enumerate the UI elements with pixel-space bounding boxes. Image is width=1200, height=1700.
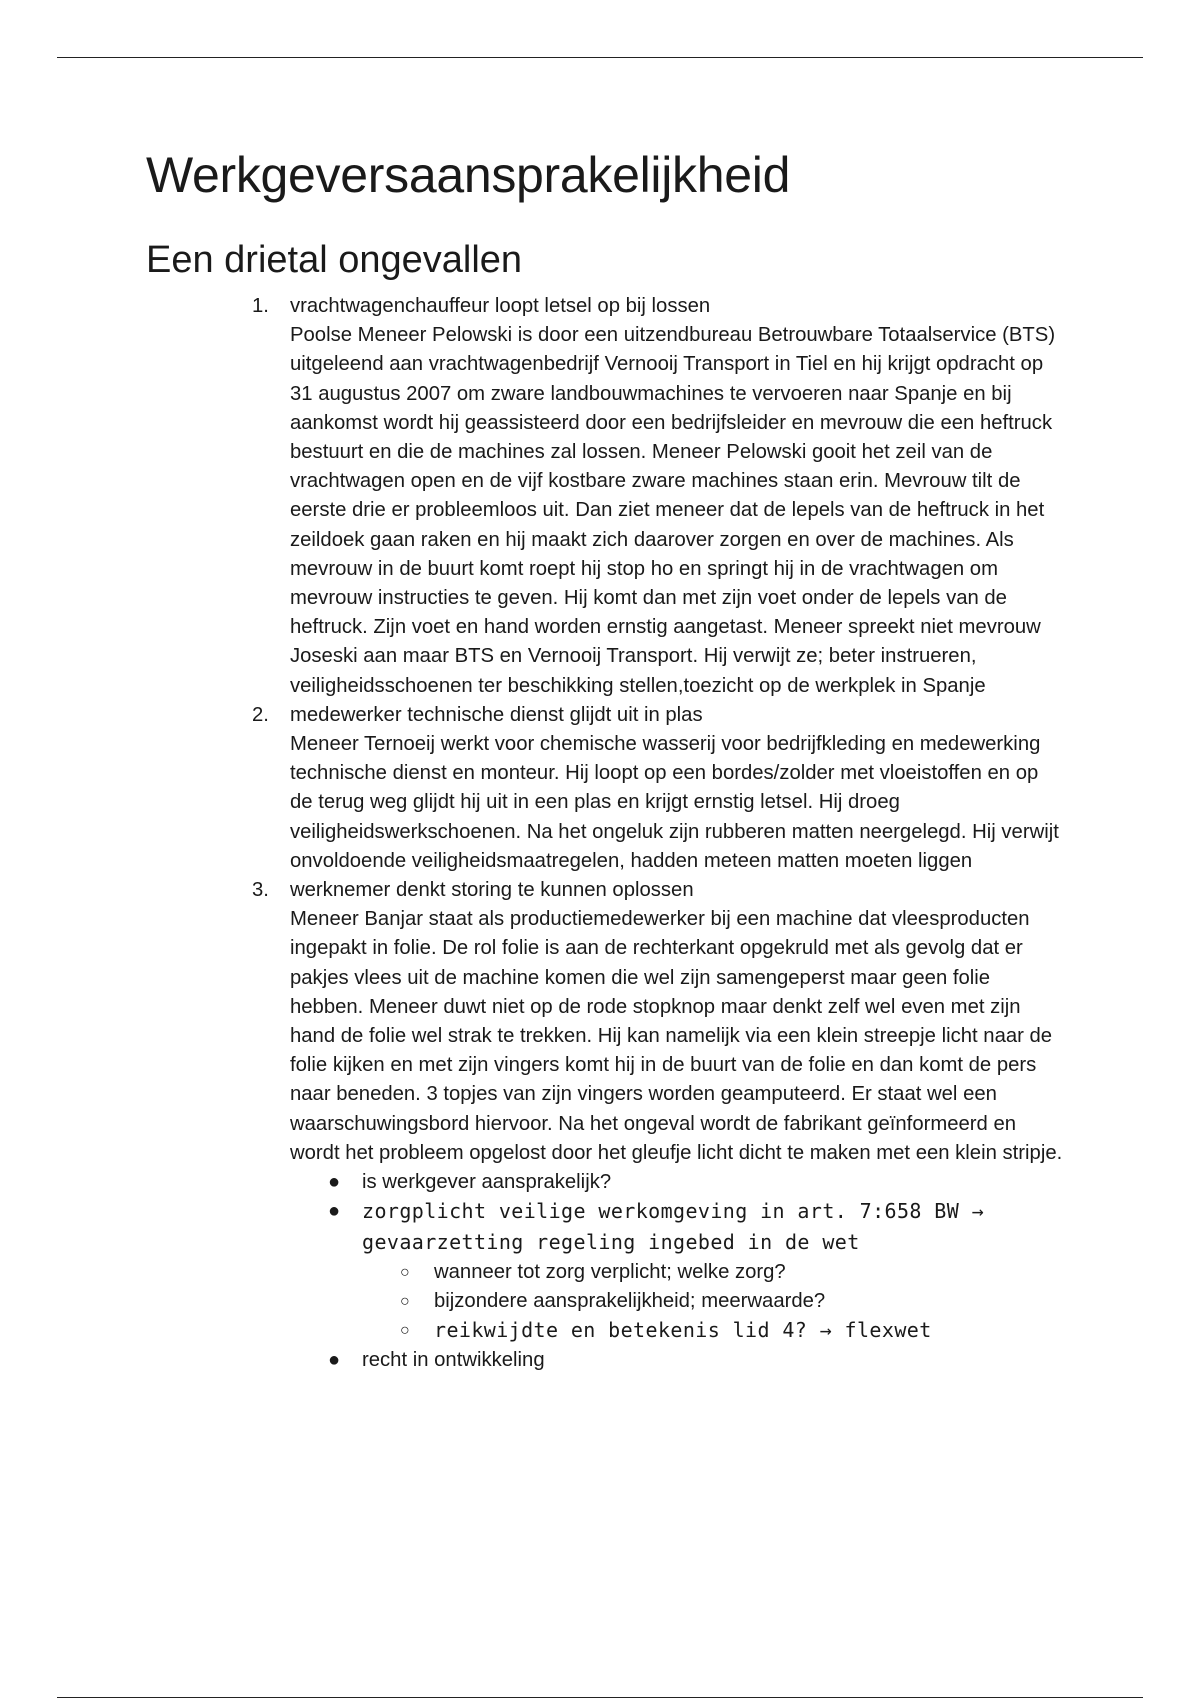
bullet-icon: ● (328, 1200, 341, 1223)
bullet-text: recht in ontwikkeling (362, 1349, 545, 1372)
bullet-item (328, 1346, 1066, 1375)
bottom-rule (57, 1697, 1143, 1698)
sub-question-list (362, 1258, 1066, 1347)
top-rule (57, 57, 1143, 58)
case-title: werknemer denkt storing te kunnen oplossen (290, 879, 694, 902)
case-body: Meneer Banjar staat als productiemedewerker bij een machine dat vleesproducten ingepakt in folie. De rol folie is aan de rechterkant opgekruld met als gevolg dat er pakjes vlees uit de machine komen die wel zijn samengeperst maar geen folie hebben. Meneer duwt niet op de rode stopknop maar denkt zelf wel even met zijn hand de folie wel strak te trekken. Hij kan namelijk via een klein streepje licht naar de folie kijken en met zijn vingers komt hij in de buurt van de folie en dan komt de pers naar beneden. 3 topjes van zijn vingers worden geamputeerd. Er staat wel een waarschuwingsbord hiervoor. Na het ongeval wordt de fabrikant geïnformeerd en wordt het probleem opgelost door het gleufje licht dicht te maken met een klein stripje. (290, 908, 1063, 1164)
bullet-text: is werkgever aansprakelijk? (362, 1171, 612, 1194)
sub-bullet-text: bijzondere aansprakelijkheid; meerwaarde? (434, 1289, 826, 1312)
case-list (146, 292, 1066, 1376)
case-item (252, 876, 1066, 1375)
case-number: 2. (252, 703, 269, 726)
case-title: medewerker technische dienst glijdt uit in plas (290, 703, 703, 726)
bullet-item (328, 1168, 1066, 1197)
case-number: 3. (252, 879, 269, 902)
bullet-item (328, 1197, 1066, 1346)
case-item (252, 701, 1066, 876)
circle-bullet-icon: ○ (400, 1263, 410, 1281)
case-body: Poolse Meneer Pelowski is door een uitzendbureau Betrouwbare Totaalservice (BTS) uitgeleend aan vrachtwagenbedrijf Vernooij Transport in Tiel en hij krijgt opdracht op 31 augustus 2007 om zware landbouwmachines te vervoeren naar Spanje en bij aankomst wordt hij geassisteerd door een bedrijfsleider en mevrouw die een heftruck bestuurt en die de machines zal lossen. Meneer Pelowski gooit het zeil van de vrachtwagen open en de vijf kostbare zware machines staan erin. Mevrouw tilt de eerste drie er probleemloos uit. Dan ziet meneer dat de lepels van de heftruck in het zeildoek gaan raken en hij maakt zich daarover zorgen en over de machines. Als mevrouw in de buurt komt roept hij stop ho en springt hij in de vrachtwagen om mevrouw instructies te geven. Hij komt dan met zijn voet onder de lepels van de heftruck. Zijn voet en hand worden ernstig aangetast. Meneer spreekt niet mevrouw Joseski aan maar BTS en Vernooij Transport. Hij verwijt ze; beter instrueren, veiligheidsschoenen ter beschikking stellen,toezicht op de werkplek in Spanje (290, 324, 1056, 697)
case-title: vrachtwagenchauffeur loopt letsel op bij lossen (290, 295, 711, 317)
circle-bullet-icon: ○ (400, 1322, 410, 1340)
sub-bullet-item (400, 1258, 1066, 1287)
page-title: Werkgeversaansprakelijkheid (146, 147, 791, 203)
sub-bullet-text: reikwijdte en betekenis lid 4? → flexwet (434, 1318, 932, 1343)
document-body (146, 138, 1066, 1376)
sub-bullet-item (400, 1287, 1066, 1316)
bullet-icon: ● (328, 1349, 341, 1372)
circle-bullet-icon: ○ (400, 1292, 410, 1310)
section-heading: Een drietal ongevallen (146, 239, 523, 281)
bullet-text: zorgplicht veilige werkomgeving in art. 7:658 BW → gevaarzetting regeling ingebed in de wet (362, 1199, 985, 1254)
question-list (290, 1168, 1066, 1375)
case-body: Meneer Ternoeij werkt voor chemische wasserij voor bedrijfkleding en medewerking technische dienst en monteur. Hij loopt op een bordes/zolder met vloeistoffen en op de terug weg glijdt hij uit in een plas en krijgt ernstig letsel. Hij droeg veiligheidswerkschoenen. Na het ongeluk zijn rubberen matten neergelegd. Hij verwijt onvoldoende veiligheidsmaatregelen, hadden meteen matten moeten liggen (290, 733, 1059, 872)
case-item (252, 292, 1066, 701)
bullet-icon: ● (328, 1171, 341, 1194)
sub-bullet-text: wanneer tot zorg verplicht; welke zorg? (434, 1260, 786, 1283)
sub-bullet-item (400, 1316, 1066, 1346)
case-number: 1. (252, 295, 269, 317)
